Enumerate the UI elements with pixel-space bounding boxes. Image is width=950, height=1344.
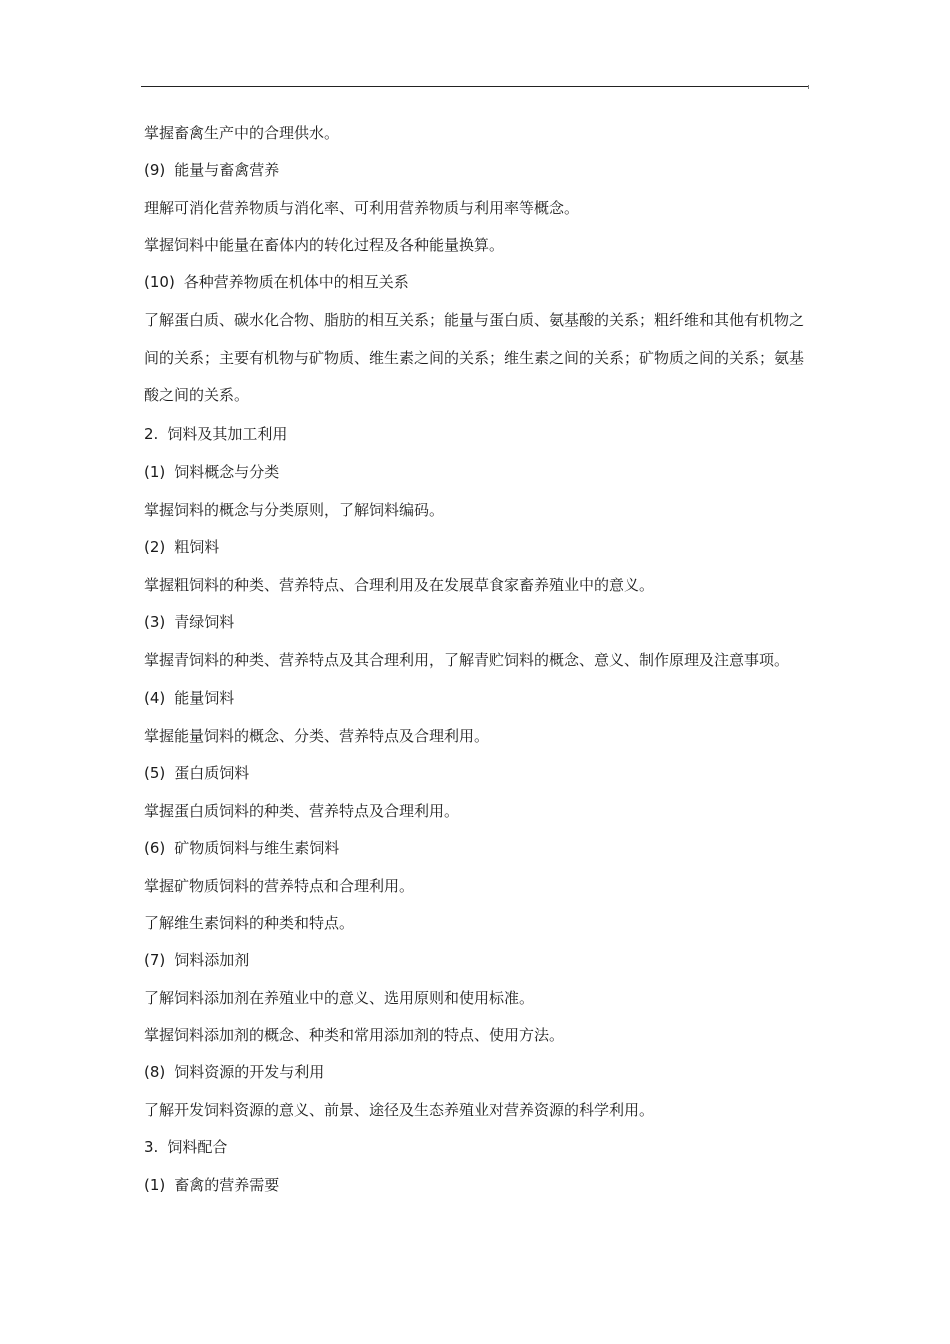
paragraph: 掌握畜禽生产中的合理供水。 bbox=[144, 124, 340, 142]
header-rule-end-mark bbox=[808, 85, 809, 89]
heading-title: 能量饲料 bbox=[174, 689, 235, 707]
section-heading bbox=[144, 1173, 808, 1197]
heading-title: 蛋白质饲料 bbox=[174, 764, 250, 782]
heading-title: 饲料配合 bbox=[167, 1138, 228, 1156]
heading-number: (2) bbox=[144, 537, 166, 556]
heading-number: (4) bbox=[144, 689, 166, 707]
paragraph: 掌握能量饲料的概念、分类、营养特点及合理利用。 bbox=[144, 727, 490, 745]
paragraph: 掌握饲料添加剂的概念、种类和常用添加剂的特点、使用方法。 bbox=[144, 1026, 565, 1044]
heading-number: (1) bbox=[144, 462, 166, 481]
paragraph: 理解可消化营养物质与消化率、可利用营养物质与利用率等概念。 bbox=[144, 199, 580, 217]
heading-number: 3. bbox=[144, 1138, 159, 1156]
header-rule bbox=[141, 86, 809, 87]
heading-number: (7) bbox=[144, 951, 166, 969]
section-heading bbox=[144, 836, 808, 860]
section-heading bbox=[144, 610, 808, 634]
heading-number: (10) bbox=[144, 273, 175, 291]
paragraph: 掌握青饲料的种类、营养特点及其合理利用，了解青贮饲料的概念、意义、制作原理及注意事项。 bbox=[144, 650, 790, 669]
heading-title: 饲料概念与分类 bbox=[174, 462, 280, 481]
paragraph: 掌握蛋白质饲料的种类、营养特点及合理利用。 bbox=[144, 802, 460, 820]
section-heading bbox=[144, 1060, 808, 1084]
section-heading bbox=[144, 158, 808, 182]
heading-number: 2. bbox=[144, 424, 159, 443]
paragraph: 了解维生素饲料的种类和特点。 bbox=[144, 914, 355, 932]
heading-number: (1) bbox=[144, 1176, 166, 1194]
section-heading bbox=[144, 686, 808, 710]
document-body bbox=[144, 121, 808, 1211]
heading-title: 饲料添加剂 bbox=[174, 951, 250, 969]
heading-number: (5) bbox=[144, 764, 166, 782]
heading-number: (8) bbox=[144, 1063, 166, 1081]
section-heading bbox=[144, 761, 808, 785]
paragraph: 了解开发饲料资源的意义、前景、途径及生态养殖业对营养资源的科学利用。 bbox=[144, 1101, 655, 1119]
heading-title: 能量与畜禽营养 bbox=[174, 161, 280, 179]
paragraph: 掌握饲料的概念与分类原则，了解饲料编码。 bbox=[144, 500, 445, 519]
section-heading bbox=[144, 948, 808, 972]
paragraph: 了解饲料添加剂在养殖业中的意义、选用原则和使用标准。 bbox=[144, 989, 535, 1007]
heading-title: 饲料资源的开发与利用 bbox=[174, 1063, 325, 1081]
section-heading bbox=[144, 460, 808, 484]
heading-number: (9) bbox=[144, 161, 166, 179]
paragraph: 掌握矿物质饲料的营养特点和合理利用。 bbox=[144, 877, 415, 895]
section-heading bbox=[144, 535, 808, 559]
paragraph: 掌握饲料中能量在畜体内的转化过程及各种能量换算。 bbox=[144, 236, 505, 254]
paragraph: 掌握粗饲料的种类、营养特点、合理利用及在发展草食家畜养殖业中的意义。 bbox=[144, 575, 655, 594]
heading-title: 矿物质饲料与维生素饲料 bbox=[174, 839, 340, 857]
heading-title: 青绿饲料 bbox=[174, 612, 235, 631]
section-heading bbox=[144, 422, 808, 446]
heading-title: 各种营养物质在机体中的相互关系 bbox=[183, 273, 409, 291]
heading-title: 粗饲料 bbox=[174, 537, 220, 556]
section-heading bbox=[144, 270, 808, 294]
heading-number: (3) bbox=[144, 612, 166, 631]
section-heading bbox=[144, 1135, 808, 1159]
heading-number: (6) bbox=[144, 839, 166, 857]
heading-title: 畜禽的营养需要 bbox=[174, 1176, 280, 1194]
paragraph: 了解蛋白质、碳水化合物、脂肪的相互关系；能量与蛋白质、氨基酸的关系；粗纤维和其他有机物之间的关系；主要有机物与矿物质、维生素之间的关系；维生素之间的关系；矿物质之间的关系；氨基酸之间的关系。 bbox=[144, 311, 805, 404]
heading-title: 饲料及其加工利用 bbox=[167, 424, 288, 443]
